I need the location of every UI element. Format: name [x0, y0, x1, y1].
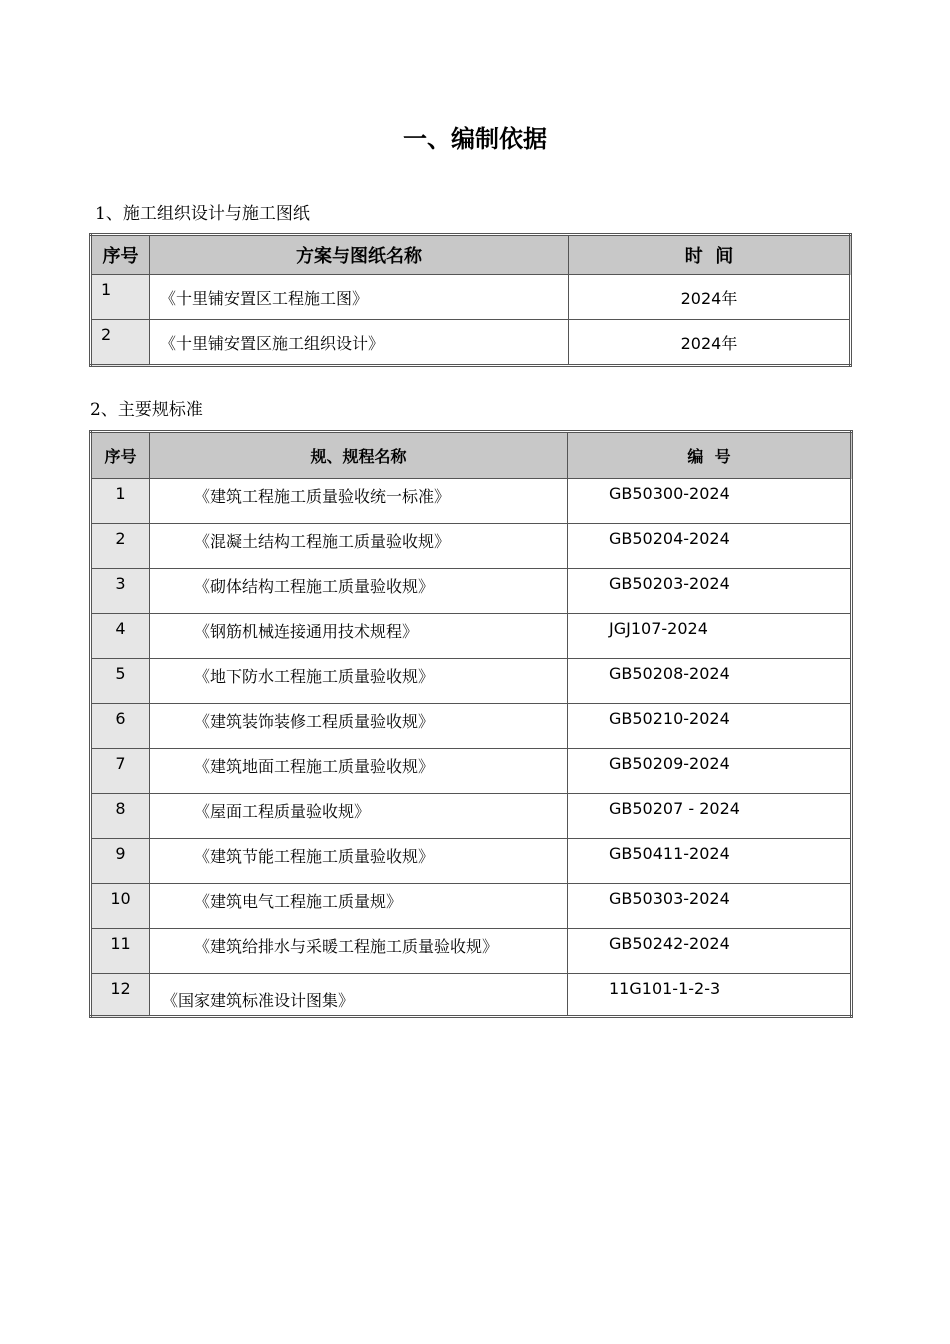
table-row [91, 569, 852, 614]
table-row [91, 974, 852, 1017]
row-name: 《屋面工程质量验收规》 [150, 794, 568, 839]
row-no: 2 [91, 320, 150, 366]
row-code: GB50303-2024 [568, 884, 852, 929]
table-row [91, 320, 851, 366]
row-name: 《建筑节能工程施工质量验收规》 [150, 839, 568, 884]
header-no: 序号 [91, 235, 150, 275]
table-row [91, 275, 851, 320]
header-code: 编 号 [568, 432, 852, 479]
section1-heading: 1、施工组织设计与施工图纸 [95, 204, 310, 224]
row-no: 12 [91, 974, 150, 1017]
row-code: GB50210-2024 [568, 704, 852, 749]
row-code: GB50300-2024 [568, 479, 852, 524]
row-name: 《地下防水工程施工质量验收规》 [150, 659, 568, 704]
page-title: 一、编制依据 [403, 125, 547, 153]
row-no: 10 [91, 884, 150, 929]
row-name: 《建筑电气工程施工质量规》 [150, 884, 568, 929]
row-no: 7 [91, 749, 150, 794]
row-name: 《十里铺安置区工程施工图》 [150, 275, 569, 320]
table-row [91, 749, 852, 794]
row-no: 4 [91, 614, 150, 659]
row-name: 《建筑给排水与采暖工程施工质量验收规》 [150, 929, 568, 974]
table-row [91, 794, 852, 839]
row-code: GB50209-2024 [568, 749, 852, 794]
header-time: 时 间 [569, 235, 851, 275]
row-name: 《建筑装饰装修工程质量验收规》 [150, 704, 568, 749]
table-row [91, 659, 852, 704]
table-row [91, 929, 852, 974]
row-name: 《混凝土结构工程施工质量验收规》 [150, 524, 568, 569]
row-code: GB50207 - 2024 [568, 794, 852, 839]
row-time: 2024年 [569, 275, 851, 320]
row-name: 《砌体结构工程施工质量验收规》 [150, 569, 568, 614]
row-name: 《建筑工程施工质量验收统一标准》 [150, 479, 568, 524]
row-code: 11G101-1-2-3 [568, 974, 852, 1017]
table-row [91, 839, 852, 884]
standards-table [89, 430, 853, 1018]
header-name: 方案与图纸名称 [150, 235, 569, 275]
section2-heading: 2、主要规标准 [90, 400, 203, 420]
row-no: 1 [91, 275, 150, 320]
table-row [91, 614, 852, 659]
table-header-row [91, 432, 852, 479]
row-code: GB50204-2024 [568, 524, 852, 569]
header-name: 规、规程名称 [150, 432, 568, 479]
row-name: 《十里铺安置区施工组织设计》 [150, 320, 569, 366]
row-no: 5 [91, 659, 150, 704]
row-code: GB50208-2024 [568, 659, 852, 704]
row-name: 《国家建筑标准设计图集》 [150, 974, 568, 1017]
header-no: 序号 [91, 432, 150, 479]
row-code: GB50242-2024 [568, 929, 852, 974]
table-row [91, 884, 852, 929]
drawings-table [89, 233, 852, 367]
table-row [91, 479, 852, 524]
row-name: 《钢筋机械连接通用技术规程》 [150, 614, 568, 659]
row-no: 2 [91, 524, 150, 569]
row-no: 9 [91, 839, 150, 884]
row-no: 6 [91, 704, 150, 749]
row-time: 2024年 [569, 320, 851, 366]
row-no: 11 [91, 929, 150, 974]
row-code: JGJ107-2024 [568, 614, 852, 659]
table-row [91, 524, 852, 569]
row-no: 3 [91, 569, 150, 614]
table-row [91, 704, 852, 749]
row-no: 1 [91, 479, 150, 524]
table-header-row [91, 235, 851, 275]
row-name: 《建筑地面工程施工质量验收规》 [150, 749, 568, 794]
row-no: 8 [91, 794, 150, 839]
row-code: GB50411-2024 [568, 839, 852, 884]
row-code: GB50203-2024 [568, 569, 852, 614]
